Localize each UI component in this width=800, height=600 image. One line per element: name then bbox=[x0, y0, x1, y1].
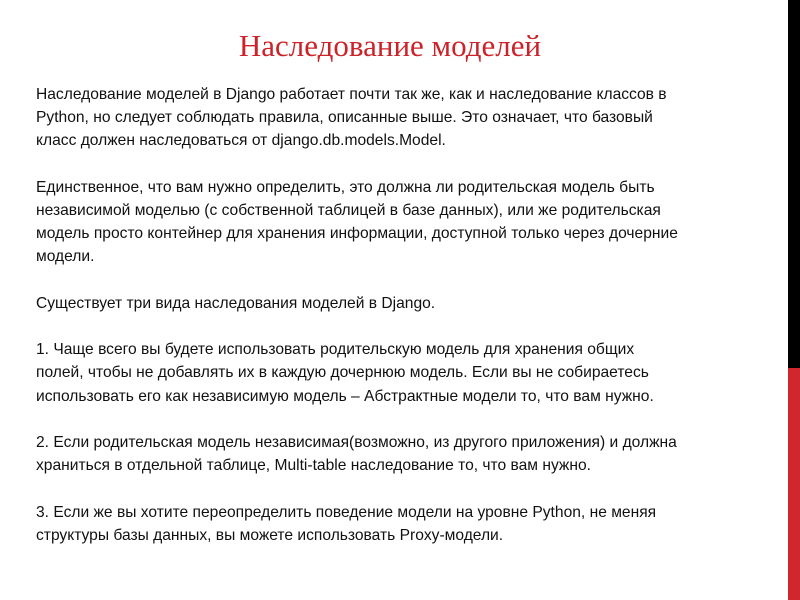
paragraph-line: 2. Если родительская модель независимая(возможно, из другого приложения) и должна bbox=[36, 433, 677, 451]
slide-title: Наследование моделей bbox=[238, 28, 542, 63]
paragraph-line: независимой моделью (с собственной таблицей в базе данных), или же родительская bbox=[36, 202, 661, 219]
paragraph-line: класс должен наследоваться от django.db.models.Model. bbox=[36, 132, 446, 150]
paragraph-line: Существует три вида наследования моделей в Django. bbox=[36, 294, 436, 312]
paragraph bbox=[36, 292, 776, 315]
paragraph-line: модель просто контейнер для хранения информации, доступной только через дочерние bbox=[36, 225, 678, 243]
paragraph bbox=[36, 501, 776, 547]
paragraph bbox=[36, 338, 776, 408]
paragraph bbox=[36, 431, 776, 477]
paragraph-line: использовать его как независимую модель – Абстрактные модели то, что вам нужно. bbox=[36, 387, 654, 405]
paragraph-line: храниться в отдельной таблице, Multi-table наследование то, что вам нужно. bbox=[36, 457, 591, 475]
paragraph-line: структуры базы данных, вы можете использовать Proxy-модели. bbox=[36, 526, 504, 544]
paragraph bbox=[36, 176, 776, 269]
paragraph-line: 3. Если же вы хотите переопределить поведение модели на уровне Python, не меняя bbox=[36, 503, 657, 521]
slide-body bbox=[36, 83, 776, 570]
decorative-bar-red bbox=[788, 368, 800, 600]
paragraph-line: Наследование моделей в Django работает почти так же, как и наследование классов в bbox=[36, 86, 667, 103]
paragraph-line: 1. Чаще всего вы будете использовать родительскую модель для хранения общих bbox=[36, 341, 635, 359]
paragraph-line: полей, чтобы не добавлять их в каждую дочернюю модель. Если вы не собираетесь bbox=[36, 364, 649, 382]
paragraph-line: Единственное, что вам нужно определить, это должна ли родительская модель быть bbox=[36, 178, 655, 196]
paragraph-line: модели. bbox=[36, 248, 95, 266]
paragraph bbox=[36, 83, 776, 153]
decorative-bar-black bbox=[788, 0, 800, 368]
paragraph-line: Python, но следует соблюдать правила, описанные выше. Это означает, что базовый bbox=[36, 109, 653, 127]
